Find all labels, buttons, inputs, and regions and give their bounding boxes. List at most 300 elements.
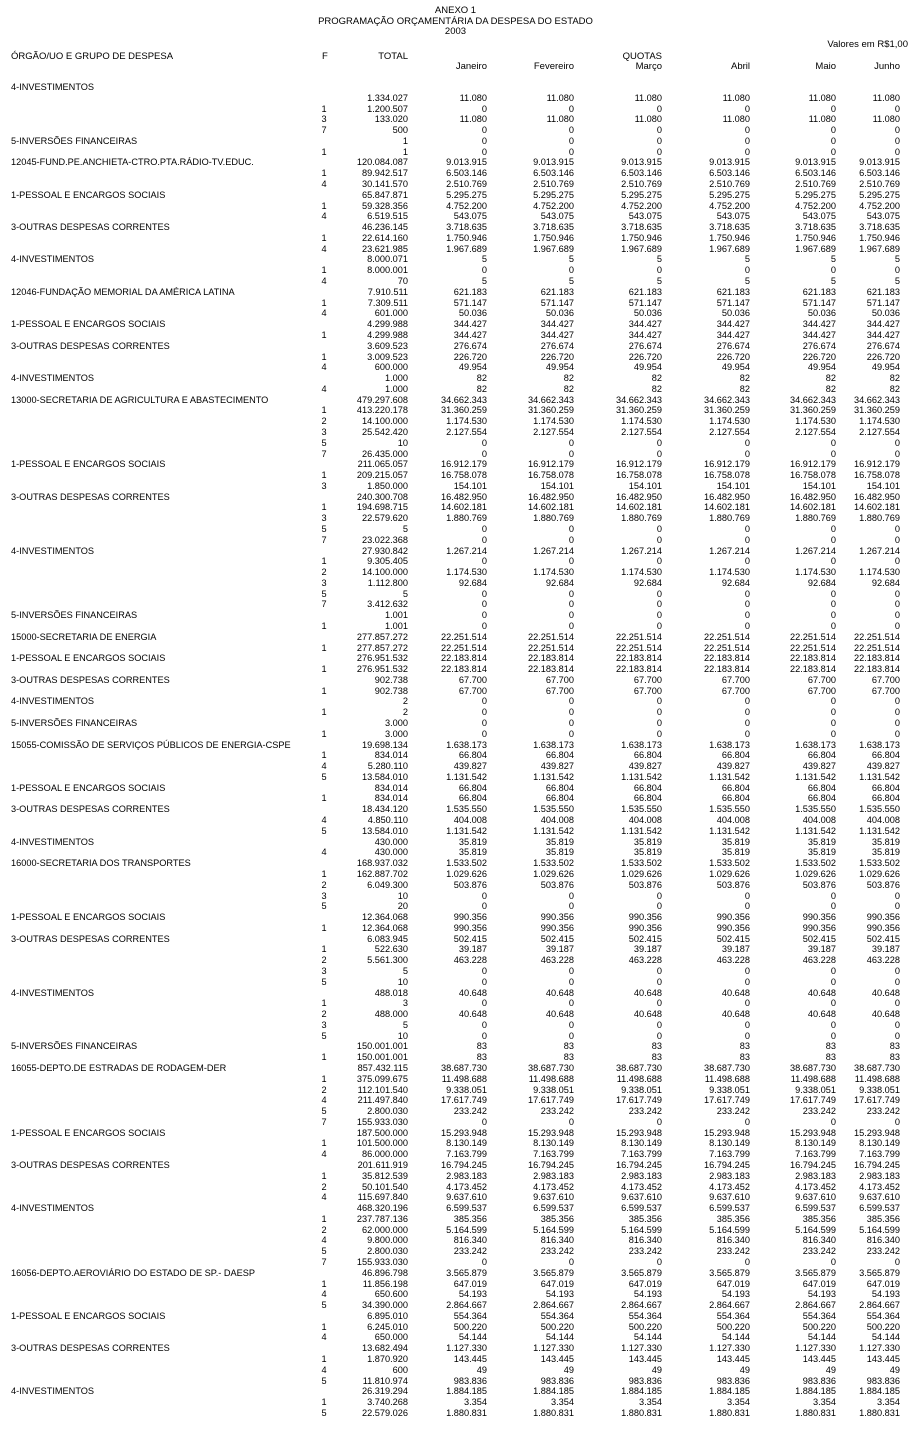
row-janeiro: 31.360.259: [441, 405, 487, 416]
title-year: 2003: [444, 26, 467, 37]
table-row: [0, 546, 911, 557]
row-total: 22.579.620: [362, 513, 408, 524]
table-row: [0, 1106, 911, 1117]
row-junho: 816.340: [866, 1235, 900, 1246]
row-label: 4-INVESTIMENTOS: [11, 1386, 95, 1397]
row-total: 3.009.523: [367, 351, 408, 362]
row-fonte: 1: [321, 1073, 327, 1084]
row-abril: 1.535.550: [709, 804, 750, 815]
row-janeiro: 154.101: [453, 480, 487, 491]
row-maio: 344.427: [802, 329, 836, 340]
row-janeiro: 0: [481, 135, 487, 146]
row-fevereiro: 16.794.245: [528, 1160, 574, 1170]
row-abril: 0: [744, 890, 750, 901]
row-maio: 1.131.542: [795, 825, 836, 836]
table-row: [0, 147, 911, 158]
row-maio: 82: [825, 383, 836, 394]
row-abril: 0: [744, 135, 750, 146]
row-abril: 6.503.146: [709, 168, 750, 179]
row-fonte: 1: [321, 707, 327, 718]
table-row: [0, 1354, 911, 1365]
row-total: 30.141.570: [362, 179, 408, 190]
row-janeiro: 11.080: [459, 92, 487, 103]
table-row: [0, 621, 911, 632]
row-total: 12.364.068: [362, 922, 408, 933]
row-abril: 1.174.530: [709, 567, 750, 578]
row-fevereiro: 22.183.814: [528, 653, 574, 664]
row-total: 1.001: [385, 621, 408, 631]
row-abril: 17.617.749: [704, 1095, 750, 1106]
table-row: [0, 190, 911, 201]
row-junho: 31.360.259: [854, 405, 900, 416]
table-row: [0, 1225, 911, 1236]
row-abril: 0: [744, 103, 750, 114]
row-total: 2.800.030: [367, 1246, 408, 1257]
row-fonte: 5: [321, 901, 327, 912]
row-abril: 0: [744, 125, 750, 136]
row-abril: 83: [739, 1052, 750, 1063]
row-marco: 990.356: [628, 922, 662, 933]
row-fonte: 1: [321, 793, 327, 804]
row-maio: 66.804: [807, 750, 836, 761]
row-fonte: 1: [321, 103, 327, 114]
row-abril: 0: [744, 696, 750, 707]
row-maio: 233.242: [802, 1246, 836, 1257]
row-abril: 1.131.542: [709, 771, 750, 782]
row-janeiro: 344.427: [453, 319, 487, 330]
row-maio: 0: [830, 707, 836, 718]
row-fevereiro: 22.251.514: [528, 642, 574, 653]
row-abril: 82: [739, 383, 750, 394]
row-fevereiro: 226.720: [540, 351, 574, 362]
row-janeiro: 14.602.181: [441, 502, 487, 513]
row-abril: 1.029.626: [709, 868, 750, 879]
row-marco: 0: [656, 998, 662, 1009]
row-janeiro: 0: [481, 265, 487, 276]
row-junho: 500.220: [866, 1321, 900, 1332]
row-abril: 0: [744, 976, 750, 987]
row-junho: 1.267.214: [859, 545, 900, 556]
row-junho: 143.445: [866, 1354, 900, 1365]
row-total: 3.412.632: [367, 599, 408, 610]
row-marco: 16.794.245: [616, 1160, 662, 1170]
row-fevereiro: 1.880.831: [533, 1407, 574, 1418]
row-label: 5-INVERSÕES FINANCEIRAS: [11, 610, 138, 621]
row-fonte: 2: [321, 567, 327, 578]
row-total: 650.000: [374, 1332, 408, 1343]
row-label: 1-PESSOAL E ENCARGOS SOCIAIS: [11, 319, 166, 330]
row-maio: 92.684: [807, 577, 836, 588]
row-fevereiro: 31.360.259: [528, 405, 574, 416]
row-total: 3.000: [385, 718, 408, 729]
row-janeiro: 39.187: [458, 944, 487, 955]
row-marco: 0: [656, 103, 662, 114]
row-maio: 9.013.915: [795, 157, 836, 168]
row-label: 3-OUTRAS DESPESAS CORRENTES: [11, 1343, 170, 1354]
row-abril: 35.819: [721, 847, 750, 858]
row-marco: 66.804: [633, 750, 662, 761]
row-abril: 0: [744, 998, 750, 1009]
row-total: 194.698.715: [356, 502, 408, 513]
row-fonte: 1: [321, 922, 327, 933]
table-row: [0, 664, 911, 675]
row-label: 3-OUTRAS DESPESAS CORRENTES: [11, 804, 170, 815]
table-row: [0, 93, 911, 104]
row-abril: 1.880.831: [709, 1407, 750, 1418]
row-abril: 31.360.259: [704, 405, 750, 416]
row-total: 1.200.507: [367, 103, 408, 114]
row-junho: 1.880.831: [859, 1407, 900, 1418]
row-abril: 5.295.275: [709, 189, 750, 200]
header-quotas: QUOTAS: [622, 51, 662, 62]
row-fevereiro: 0: [568, 103, 574, 114]
row-fonte: 1: [321, 1321, 327, 1332]
row-janeiro: 503.876: [453, 879, 487, 890]
row-junho: 0: [894, 146, 900, 157]
row-janeiro: 2.864.667: [446, 1300, 487, 1311]
row-abril: 0: [744, 707, 750, 718]
row-junho: 67.700: [871, 674, 900, 685]
row-total: 201.611.919: [357, 1160, 408, 1170]
row-junho: 0: [894, 103, 900, 114]
row-janeiro: 15.293.948: [441, 1127, 487, 1138]
row-label: 13000-SECRETARIA DE AGRICULTURA E ABASTECIMENTO: [11, 394, 269, 405]
row-janeiro: 49.954: [458, 362, 487, 373]
row-junho: 1.880.769: [859, 513, 900, 524]
row-maio: 16.912.179: [790, 459, 836, 470]
row-label: 1-PESSOAL E ENCARGOS SOCIAIS: [11, 189, 166, 200]
row-junho: 16.912.179: [854, 459, 900, 470]
row-junho: 1.127.330: [859, 1343, 900, 1354]
row-total: 3.740.268: [367, 1397, 408, 1408]
row-janeiro: 67.700: [458, 685, 487, 696]
row-fevereiro: 2.983.183: [533, 1170, 574, 1181]
row-maio: 5.164.599: [795, 1224, 836, 1235]
table-row: [0, 1171, 911, 1182]
row-fonte: 4: [321, 761, 327, 772]
table-row: [0, 1192, 911, 1203]
row-abril: 0: [744, 901, 750, 912]
row-marco: 16.482.950: [616, 491, 662, 502]
row-junho: 990.356: [866, 922, 900, 933]
table-row: [0, 265, 911, 276]
row-maio: 0: [830, 890, 836, 901]
row-fonte: 1: [321, 664, 327, 675]
row-marco: 16.758.078: [616, 470, 662, 481]
row-abril: 0: [744, 588, 750, 599]
row-janeiro: 385.356: [453, 1213, 487, 1224]
row-marco: 1.174.530: [621, 416, 662, 427]
row-fonte: 1: [321, 502, 327, 513]
table-row: [0, 1214, 911, 1225]
row-maio: 983.836: [802, 1375, 836, 1386]
row-junho: 1.884.185: [859, 1386, 900, 1397]
row-label: 12045-FUND.PE.ANCHIETA-CTRO.PTA.RÁDIO-TV.EDUC.: [11, 157, 254, 168]
row-abril: 0: [744, 718, 750, 729]
row-marco: 0: [656, 448, 662, 459]
row-total: 1.334.027: [367, 92, 408, 103]
row-fevereiro: 1.174.530: [533, 416, 574, 427]
row-total: 488.018: [374, 987, 408, 998]
row-fevereiro: 3.565.879: [533, 1267, 574, 1278]
row-abril: 22.251.514: [704, 642, 750, 653]
row-abril: 5.164.599: [709, 1224, 750, 1235]
row-fevereiro: 0: [568, 621, 574, 631]
row-junho: 35.819: [871, 836, 900, 847]
row-fevereiro: 54.193: [545, 1289, 574, 1300]
row-abril: 385.356: [716, 1213, 750, 1224]
row-maio: 11.080: [808, 92, 836, 103]
row-marco: 1.638.173: [621, 739, 662, 750]
row-fevereiro: 143.445: [540, 1354, 574, 1365]
row-total: 9.800.000: [367, 1235, 408, 1246]
row-fevereiro: 0: [568, 728, 574, 739]
row-abril: 816.340: [716, 1235, 750, 1246]
row-fevereiro: 500.220: [540, 1321, 574, 1332]
row-junho: 9.013.915: [859, 157, 900, 168]
row-janeiro: 233.242: [453, 1246, 487, 1257]
row-fonte: 1: [321, 750, 327, 761]
row-janeiro: 1.638.173: [446, 739, 487, 750]
row-fevereiro: 0: [568, 437, 574, 448]
table-row: [0, 470, 911, 481]
row-abril: 6.599.537: [709, 1203, 750, 1214]
row-marco: 9.637.610: [621, 1192, 662, 1203]
row-marco: 1.884.185: [621, 1386, 662, 1397]
row-junho: 0: [894, 1030, 900, 1041]
table-row: [0, 632, 911, 643]
row-label: 4-INVESTIMENTOS: [11, 373, 95, 384]
row-marco: 0: [656, 556, 662, 567]
row-junho: 404.008: [866, 815, 900, 826]
row-maio: 226.720: [802, 351, 836, 362]
row-janeiro: 83: [476, 1041, 487, 1052]
row-total: 12.364.068: [362, 912, 408, 923]
row-fevereiro: 0: [568, 707, 574, 718]
table-row: [0, 934, 911, 945]
row-janeiro: 0: [481, 448, 487, 459]
row-fevereiro: 35.819: [545, 847, 574, 858]
row-label: 4-INVESTIMENTOS: [11, 545, 95, 556]
row-abril: 16.794.245: [704, 1160, 750, 1170]
table-row: [0, 653, 911, 664]
row-janeiro: 983.836: [453, 1375, 487, 1386]
row-marco: 571.147: [628, 297, 662, 308]
row-abril: 1.967.689: [709, 243, 750, 254]
row-fevereiro: 404.008: [540, 815, 574, 826]
row-total: 18.434.120: [362, 804, 408, 815]
row-abril: 0: [744, 621, 750, 631]
row-janeiro: 1.174.530: [446, 567, 487, 578]
table-row: [0, 901, 911, 912]
row-junho: 66.804: [871, 793, 900, 804]
row-total: 150.001.001: [356, 1041, 408, 1052]
row-total: 834.014: [374, 750, 408, 761]
row-janeiro: 0: [481, 599, 487, 610]
row-fevereiro: 50.036: [545, 308, 574, 319]
row-maio: 34.662.343: [790, 394, 836, 405]
row-janeiro: 0: [481, 718, 487, 729]
row-total: 8.000.001: [367, 265, 408, 276]
table-row: [0, 1343, 911, 1354]
row-abril: 2.983.183: [709, 1170, 750, 1181]
row-abril: 0: [744, 599, 750, 610]
row-junho: 54.144: [871, 1332, 900, 1343]
row-total: 500: [392, 125, 408, 136]
row-maio: 14.602.181: [790, 502, 836, 513]
row-maio: 0: [830, 965, 836, 976]
row-janeiro: 0: [481, 976, 487, 987]
row-fevereiro: 1.967.689: [533, 243, 574, 254]
row-janeiro: 9.637.610: [446, 1192, 487, 1203]
row-fonte: 2: [321, 955, 327, 966]
row-label: 4-INVESTIMENTOS: [11, 1203, 95, 1214]
row-janeiro: 0: [481, 534, 487, 545]
row-maio: 1.174.530: [795, 416, 836, 427]
row-total: 155.933.030: [356, 1257, 408, 1268]
row-fonte: 2: [321, 416, 327, 427]
row-maio: 0: [830, 556, 836, 567]
row-marco: 344.427: [628, 319, 662, 330]
units-note: Valores em R$1,00: [827, 39, 908, 50]
row-label: 4-INVESTIMENTOS: [11, 254, 95, 265]
row-janeiro: 226.720: [453, 351, 487, 362]
row-maio: 0: [830, 588, 836, 599]
row-fonte: 3: [321, 890, 327, 901]
table-row: [0, 1052, 911, 1063]
row-junho: 1.750.946: [859, 232, 900, 243]
row-fevereiro: 49.954: [545, 362, 574, 373]
row-marco: 0: [656, 125, 662, 136]
row-junho: 0: [894, 135, 900, 146]
row-maio: 990.356: [802, 922, 836, 933]
row-janeiro: 11.498.688: [441, 1073, 487, 1084]
row-janeiro: 0: [481, 610, 487, 621]
row-marco: 67.700: [633, 685, 662, 696]
row-junho: 0: [894, 588, 900, 599]
row-maio: 5.295.275: [795, 189, 836, 200]
row-abril: 154.101: [716, 480, 750, 491]
row-abril: 22.183.814: [704, 653, 750, 664]
row-abril: 276.674: [716, 340, 750, 351]
row-abril: 35.819: [721, 836, 750, 847]
row-janeiro: 1.880.769: [446, 513, 487, 524]
row-fonte: 4: [321, 308, 327, 319]
row-junho: 154.101: [866, 480, 900, 491]
row-junho: 0: [894, 534, 900, 545]
row-fevereiro: 8.130.149: [533, 1138, 574, 1149]
row-janeiro: 0: [481, 696, 487, 707]
table-row: [0, 416, 911, 427]
row-fevereiro: 6.503.146: [533, 168, 574, 179]
row-abril: 1.267.214: [709, 545, 750, 556]
row-marco: 1.267.214: [621, 545, 662, 556]
table-row: [0, 1397, 911, 1408]
table-row: [0, 1160, 911, 1171]
row-fevereiro: 40.648: [545, 987, 574, 998]
table-row: [0, 211, 911, 222]
row-maio: 4.173.452: [795, 1181, 836, 1192]
table-row: [0, 125, 911, 136]
row-marco: 0: [656, 523, 662, 534]
row-fevereiro: 83: [563, 1052, 574, 1063]
table-row: [0, 1020, 911, 1031]
row-marco: 439.827: [628, 761, 662, 772]
row-abril: 38.687.730: [704, 1062, 750, 1073]
row-fevereiro: 67.700: [545, 674, 574, 685]
row-marco: 0: [656, 1257, 662, 1268]
row-abril: 344.427: [716, 329, 750, 340]
row-fonte: 4: [321, 211, 327, 222]
row-junho: 3.565.879: [859, 1267, 900, 1278]
row-maio: 0: [830, 599, 836, 610]
row-junho: 83: [889, 1041, 900, 1052]
row-maio: 66.804: [807, 793, 836, 804]
row-maio: 0: [830, 448, 836, 459]
row-maio: 0: [830, 1019, 836, 1030]
row-junho: 1.174.530: [859, 416, 900, 427]
row-total: 1.850.000: [367, 480, 408, 491]
row-fevereiro: 0: [568, 599, 574, 610]
row-marco: 83: [651, 1041, 662, 1052]
row-maio: 0: [830, 621, 836, 631]
row-fonte: 5: [321, 523, 327, 534]
row-total: 240.300.708: [356, 491, 408, 502]
row-fonte: 4: [321, 179, 327, 190]
row-junho: 0: [894, 728, 900, 739]
row-junho: 571.147: [866, 297, 900, 308]
row-abril: 11.080: [722, 92, 750, 103]
row-janeiro: 17.617.749: [441, 1095, 487, 1106]
row-junho: 5.164.599: [859, 1224, 900, 1235]
row-abril: 226.720: [716, 351, 750, 362]
row-fevereiro: 0: [568, 998, 574, 1009]
row-abril: 14.602.181: [704, 502, 750, 513]
row-junho: 22.251.514: [854, 642, 900, 653]
table-row: [0, 1289, 911, 1300]
row-marco: 15.293.948: [616, 1127, 662, 1138]
row-fevereiro: 1.880.769: [533, 513, 574, 524]
row-total: 600: [392, 1364, 408, 1375]
row-abril: 990.356: [716, 912, 750, 923]
row-maio: 554.364: [802, 1310, 836, 1321]
row-marco: 404.008: [628, 815, 662, 826]
row-fonte: 1: [321, 265, 327, 276]
table-row: [0, 772, 911, 783]
row-janeiro: 0: [481, 1019, 487, 1030]
row-total: 902.738: [374, 674, 408, 685]
table-row: [0, 319, 911, 330]
row-marco: 2.864.667: [621, 1300, 662, 1311]
row-fonte: 4: [321, 847, 327, 858]
row-fevereiro: 0: [568, 588, 574, 599]
table-row: [0, 373, 911, 384]
row-junho: 8.130.149: [859, 1138, 900, 1149]
table-row: [0, 1149, 911, 1160]
row-marco: 0: [656, 437, 662, 448]
row-janeiro: 0: [481, 998, 487, 1009]
row-maio: 1.967.689: [795, 243, 836, 254]
row-janeiro: 0: [481, 556, 487, 567]
row-abril: 1.131.542: [709, 825, 750, 836]
row-maio: 67.700: [807, 685, 836, 696]
row-junho: 22.251.514: [854, 631, 900, 642]
row-junho: 5.295.275: [859, 189, 900, 200]
row-fevereiro: 34.662.343: [528, 394, 574, 405]
row-marco: 54.193: [633, 1289, 662, 1300]
row-marco: 0: [656, 1019, 662, 1030]
row-label: 15000-SECRETARIA DE ENERGIA: [11, 631, 157, 642]
